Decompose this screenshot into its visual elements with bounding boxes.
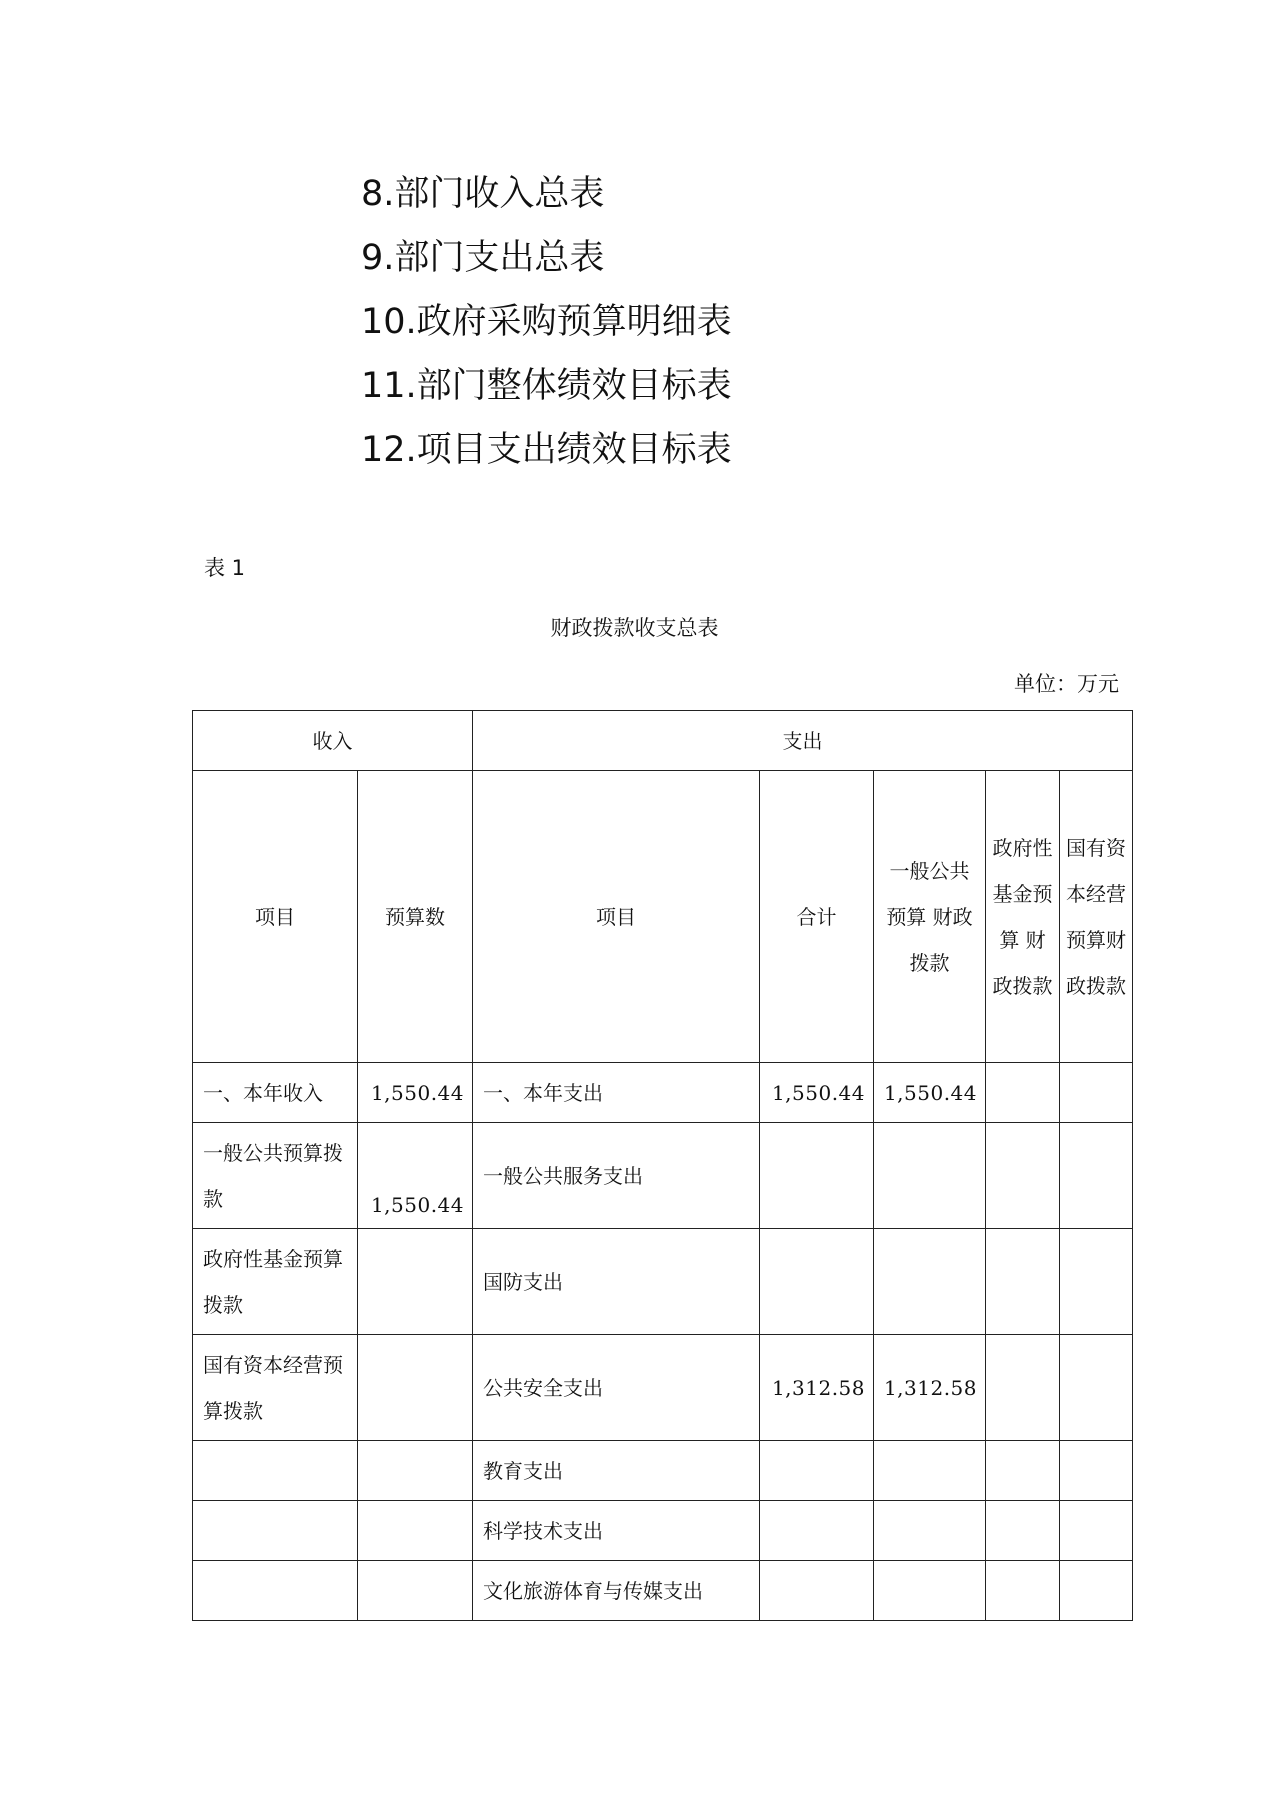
general-budget-cell bbox=[874, 1441, 986, 1501]
state-capital-cell bbox=[1060, 1063, 1133, 1123]
total-cell bbox=[760, 1441, 874, 1501]
table-row bbox=[193, 1441, 1133, 1501]
header-state-capital: 国有资本经营预算财政拨款 bbox=[1060, 771, 1133, 1063]
income-item-cell bbox=[193, 1561, 358, 1621]
header-gov-fund: 政府性基金预算 财政拨款 bbox=[986, 771, 1060, 1063]
income-item-cell bbox=[193, 1441, 358, 1501]
unit-label: 单位：万元 bbox=[1014, 672, 1119, 696]
state-capital-cell bbox=[1060, 1123, 1133, 1229]
fiscal-table bbox=[192, 710, 1133, 1621]
state-capital-cell bbox=[1060, 1441, 1133, 1501]
expense-item-cell: 文化旅游体育与传媒支出 bbox=[473, 1561, 760, 1621]
income-item-cell bbox=[193, 1501, 358, 1561]
table-row bbox=[193, 1229, 1133, 1335]
table-label: 表 1 bbox=[204, 556, 246, 580]
gov-fund-cell bbox=[986, 1229, 1060, 1335]
toc-item: 8.部门收入总表 bbox=[361, 174, 605, 214]
total-cell bbox=[760, 1561, 874, 1621]
toc-item: 12.项目支出绩效目标表 bbox=[361, 430, 732, 470]
total-cell bbox=[760, 1123, 874, 1229]
expense-group-header: 支出 bbox=[473, 711, 1133, 771]
gov-fund-cell bbox=[986, 1335, 1060, 1441]
header-income-budget: 预算数 bbox=[358, 771, 473, 1063]
header-general-budget: 一般公共预算 财政拨款 bbox=[874, 771, 986, 1063]
state-capital-cell bbox=[1060, 1229, 1133, 1335]
general-budget-cell bbox=[874, 1501, 986, 1561]
income-item-cell: 政府性基金预算拨款 bbox=[193, 1229, 358, 1335]
table-row bbox=[193, 1063, 1133, 1123]
table-row bbox=[193, 1501, 1133, 1561]
expense-item-cell: 一般公共服务支出 bbox=[473, 1123, 760, 1229]
column-header-row bbox=[193, 771, 1133, 1063]
total-cell bbox=[760, 1229, 874, 1335]
expense-item-cell: 一、本年支出 bbox=[473, 1063, 760, 1123]
header-total: 合计 bbox=[760, 771, 874, 1063]
table-row bbox=[193, 1561, 1133, 1621]
general-budget-cell: 1,312.58 bbox=[874, 1335, 986, 1441]
group-header-row bbox=[193, 711, 1133, 771]
gov-fund-cell bbox=[986, 1501, 1060, 1561]
expense-item-cell: 国防支出 bbox=[473, 1229, 760, 1335]
total-cell bbox=[760, 1501, 874, 1561]
income-budget-cell bbox=[358, 1335, 473, 1441]
gov-fund-cell bbox=[986, 1441, 1060, 1501]
income-budget-cell bbox=[358, 1441, 473, 1501]
header-income-item: 项目 bbox=[193, 771, 358, 1063]
state-capital-cell bbox=[1060, 1561, 1133, 1621]
income-item-cell: 国有资本经营预算拨款 bbox=[193, 1335, 358, 1441]
income-item-cell: 一、本年收入 bbox=[193, 1063, 358, 1123]
expense-item-cell: 科学技术支出 bbox=[473, 1501, 760, 1561]
income-budget-cell: 1,550.44 bbox=[358, 1063, 473, 1123]
table-of-contents bbox=[361, 162, 732, 482]
income-budget-cell bbox=[358, 1561, 473, 1621]
table-row bbox=[193, 1335, 1133, 1441]
income-budget-cell bbox=[358, 1229, 473, 1335]
gov-fund-cell bbox=[986, 1561, 1060, 1621]
general-budget-cell bbox=[874, 1229, 986, 1335]
general-budget-cell: 1,550.44 bbox=[874, 1063, 986, 1123]
gov-fund-cell bbox=[986, 1063, 1060, 1123]
table-row bbox=[193, 1123, 1133, 1229]
state-capital-cell bbox=[1060, 1501, 1133, 1561]
income-group-header: 收入 bbox=[193, 711, 473, 771]
toc-item: 11.部门整体绩效目标表 bbox=[361, 366, 732, 406]
general-budget-cell bbox=[874, 1561, 986, 1621]
gov-fund-cell bbox=[986, 1123, 1060, 1229]
header-expense-item: 项目 bbox=[473, 771, 760, 1063]
total-cell: 1,550.44 bbox=[760, 1063, 874, 1123]
table-title: 财政拨款收支总表 bbox=[550, 616, 719, 640]
state-capital-cell bbox=[1060, 1335, 1133, 1441]
income-budget-cell bbox=[358, 1501, 473, 1561]
general-budget-cell bbox=[874, 1123, 986, 1229]
income-budget-cell: 1,550.44 bbox=[358, 1123, 473, 1229]
total-cell: 1,312.58 bbox=[760, 1335, 874, 1441]
income-item-cell: 一般公共预算拨款 bbox=[193, 1123, 358, 1229]
toc-item: 10.政府采购预算明细表 bbox=[361, 302, 732, 342]
toc-item: 9.部门支出总表 bbox=[361, 238, 605, 278]
expense-item-cell: 教育支出 bbox=[473, 1441, 760, 1501]
expense-item-cell: 公共安全支出 bbox=[473, 1335, 760, 1441]
